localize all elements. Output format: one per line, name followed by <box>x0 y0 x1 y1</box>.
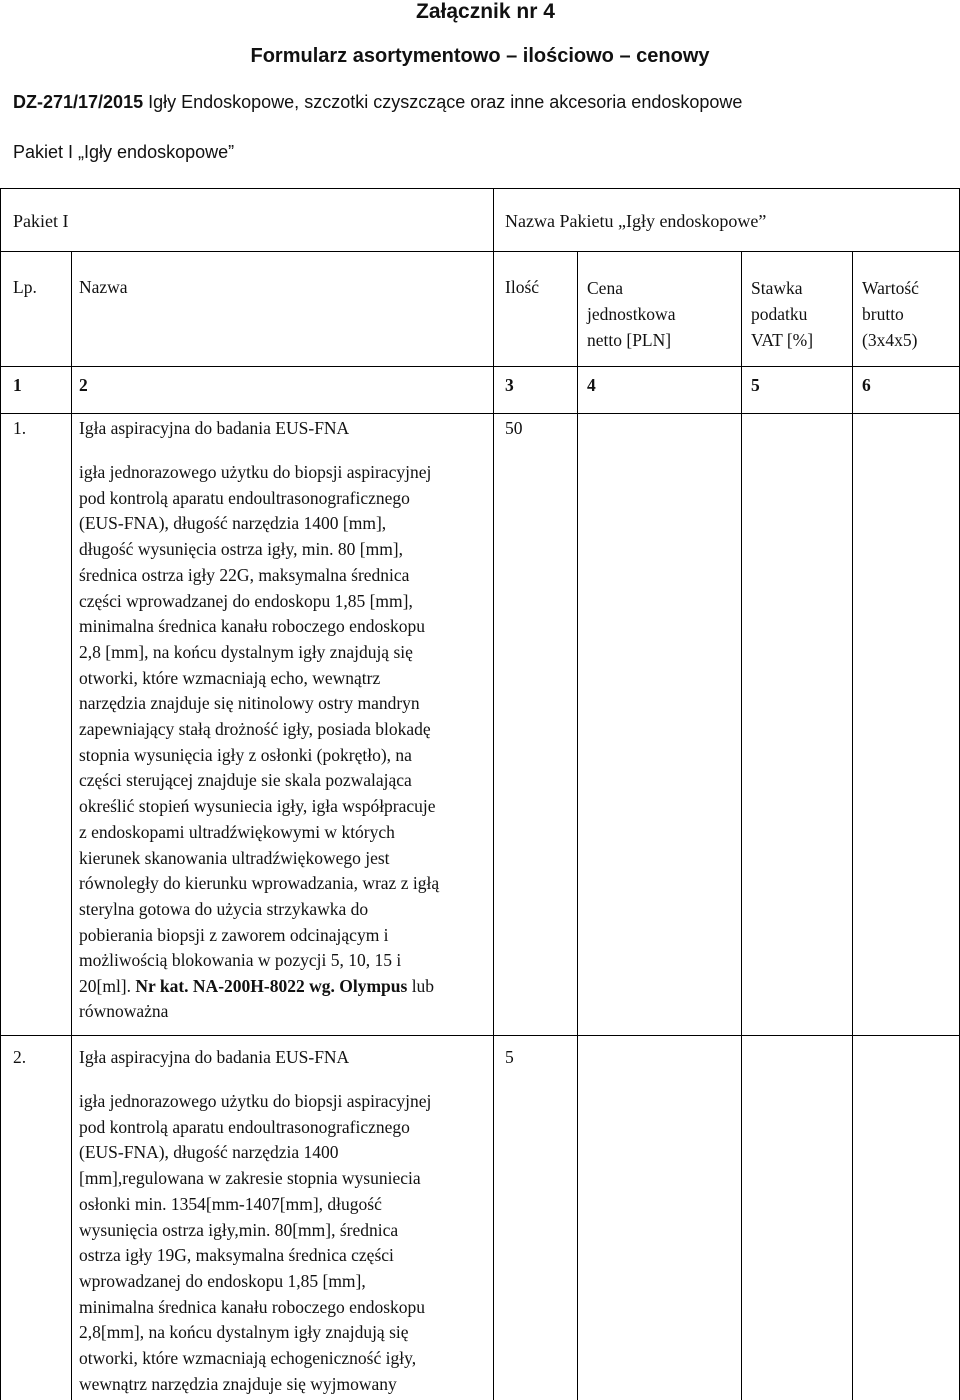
col-number: 5 <box>751 375 760 395</box>
vat-line: VAT [%] <box>751 330 814 350</box>
col-number: 2 <box>79 375 88 395</box>
description-line: igła jednorazowego użytku do biopsji aspiracyjnej <box>79 462 432 482</box>
reference-subject: Igły Endoskopowe, szczotki czyszczące oraz inne akcesoria endoskopowe <box>143 92 743 112</box>
description-line: ostrza igły 19G, maksymalna średnica części <box>79 1245 394 1266</box>
description-line: [mm],regulowana w zakresie stopnia wysuniecia <box>79 1168 421 1189</box>
row-qty: 50 <box>505 418 523 438</box>
vat-line: podatku <box>751 304 808 324</box>
description-line: kierunek skanowania ultradźwiękowego jest <box>79 847 390 868</box>
package-label: Pakiet I <box>13 211 69 231</box>
description-line: zapewniający stałą drożność igły, posiada blokadę <box>79 719 431 740</box>
reference-number: DZ-271/17/2015 <box>13 92 144 112</box>
row-catalog-line <box>79 974 434 1000</box>
col-number: 1 <box>13 375 22 395</box>
row-title: Igła aspiracyjna do badania EUS-FNA <box>79 1047 350 1067</box>
description-line: minimalna średnica kanału roboczego endoskopu <box>79 1296 426 1317</box>
vat-line: Stawka <box>751 278 803 298</box>
row-lp: 1. <box>13 418 27 438</box>
description-line: 2,8[mm], na końcu dystalnym igły znajdują się <box>79 1322 409 1343</box>
description-line: otworki, które wzmacniają echo, wewnątrz <box>79 667 381 688</box>
column-divider <box>71 251 72 1400</box>
description-line: osłonki min. 1354[mm-1407[mm], długość <box>79 1193 382 1214</box>
col-name-header: Nazwa <box>79 277 128 297</box>
catalog-number: Nr kat. NA-200H-8022 wg. Olympus <box>135 976 408 996</box>
row-qty: 5 <box>505 1047 514 1067</box>
column-divider <box>741 251 742 1400</box>
description-line: równoległy do kierunku wprowadzania, wraz z igłą <box>79 873 440 894</box>
description-line: minimalna średnica kanału roboczego endoskopu <box>79 616 426 637</box>
form-title: Formularz asortymentowo – ilościowo – cenowy <box>250 45 710 67</box>
col-number: 6 <box>862 375 871 395</box>
row-description <box>79 1089 431 1397</box>
column-divider <box>493 189 494 1400</box>
col-lp-header: Lp. <box>13 277 37 297</box>
description-line: wewnątrz narzędzia znajduje się wyjmowany <box>79 1373 397 1394</box>
col-number: 3 <box>505 375 514 395</box>
catalog-prefix: 20[ml]. <box>79 976 136 996</box>
description-line: igła jednorazowego użytku do biopsji aspiracyjnej <box>79 1091 432 1111</box>
col-number: 4 <box>587 375 596 395</box>
column-divider <box>852 251 853 1400</box>
description-line: z endoskopami ultradźwiękowymi w których <box>79 821 395 842</box>
unit-price-line: Cena <box>587 278 623 298</box>
description-line: określić stopień wysuniecia igły, igła współpracuje <box>79 796 436 817</box>
description-line: części sterującej znajduje sie skala pozwalająca <box>79 770 412 791</box>
catalog-suffix: lub <box>407 976 435 996</box>
description-line: narzędzia znajduje się nitinolowy ostry mandryn <box>79 693 420 714</box>
description-line: otworki, które wzmacniają echogeniczność igły, <box>79 1348 417 1369</box>
description-line: (EUS-FNA), długość narzędzia 1400 [mm], <box>79 513 387 534</box>
row-description <box>79 460 439 974</box>
row-lp: 2. <box>13 1047 27 1067</box>
attachment-title: Załącznik nr 4 <box>416 0 555 23</box>
assortment-table <box>0 188 960 1400</box>
row-divider <box>1 366 959 367</box>
package-line: Pakiet I „Igły endoskopowe” <box>13 142 235 162</box>
gross-line: Wartość <box>862 278 919 298</box>
gross-line: brutto <box>862 304 904 324</box>
unit-price-line: netto [PLN] <box>587 330 672 350</box>
description-line: 2,8 [mm], na końcu dystalnym igły znajdują się <box>79 641 413 662</box>
reference-line <box>13 92 742 113</box>
description-line: możliwością blokowania w pozycji 5, 10, 15 i <box>79 950 402 971</box>
row-title: Igła aspiracyjna do badania EUS-FNA <box>79 418 350 438</box>
description-line: pod kontrolą aparatu endoultrasonograficznego <box>79 1116 410 1137</box>
description-line: długość wysunięcia ostrza igły, min. 80 [mm], <box>79 539 404 560</box>
row-divider <box>1 1035 959 1036</box>
description-line: wysunięcia ostrza igły,min. 80[mm], średnica <box>79 1219 399 1240</box>
col-gross-header <box>862 275 919 353</box>
row-equivalent: równoważna <box>79 1001 169 1021</box>
description-line: sterylna gotowa do użycia strzykawka do <box>79 898 369 919</box>
col-vat-header <box>751 275 813 353</box>
description-line: stopnia wysunięcia igły z osłonki (pokrętło), na <box>79 744 412 765</box>
gross-line: (3x4x5) <box>862 330 918 350</box>
col-unit-price-header <box>587 275 675 353</box>
description-line: pobierania biopsji z zaworem odcinającym i <box>79 924 389 945</box>
unit-price-line: jednostkowa <box>587 304 676 324</box>
description-line: części wprowadzanej do endoskopu 1,85 [mm], <box>79 590 413 611</box>
row-divider <box>1 413 959 414</box>
description-line: średnica ostrza igły 22G, maksymalna średnica <box>79 564 410 585</box>
col-qty-header: Ilość <box>505 277 540 297</box>
row-divider <box>1 251 959 252</box>
package-name: Nazwa Pakietu „Igły endoskopowe” <box>505 211 767 231</box>
description-line: wprowadzanej do endoskopu 1,85 [mm], <box>79 1270 366 1291</box>
column-divider <box>577 251 578 1400</box>
description-line: (EUS-FNA), długość narzędzia 1400 <box>79 1142 339 1163</box>
description-line: pod kontrolą aparatu endoultrasonograficznego <box>79 487 410 508</box>
